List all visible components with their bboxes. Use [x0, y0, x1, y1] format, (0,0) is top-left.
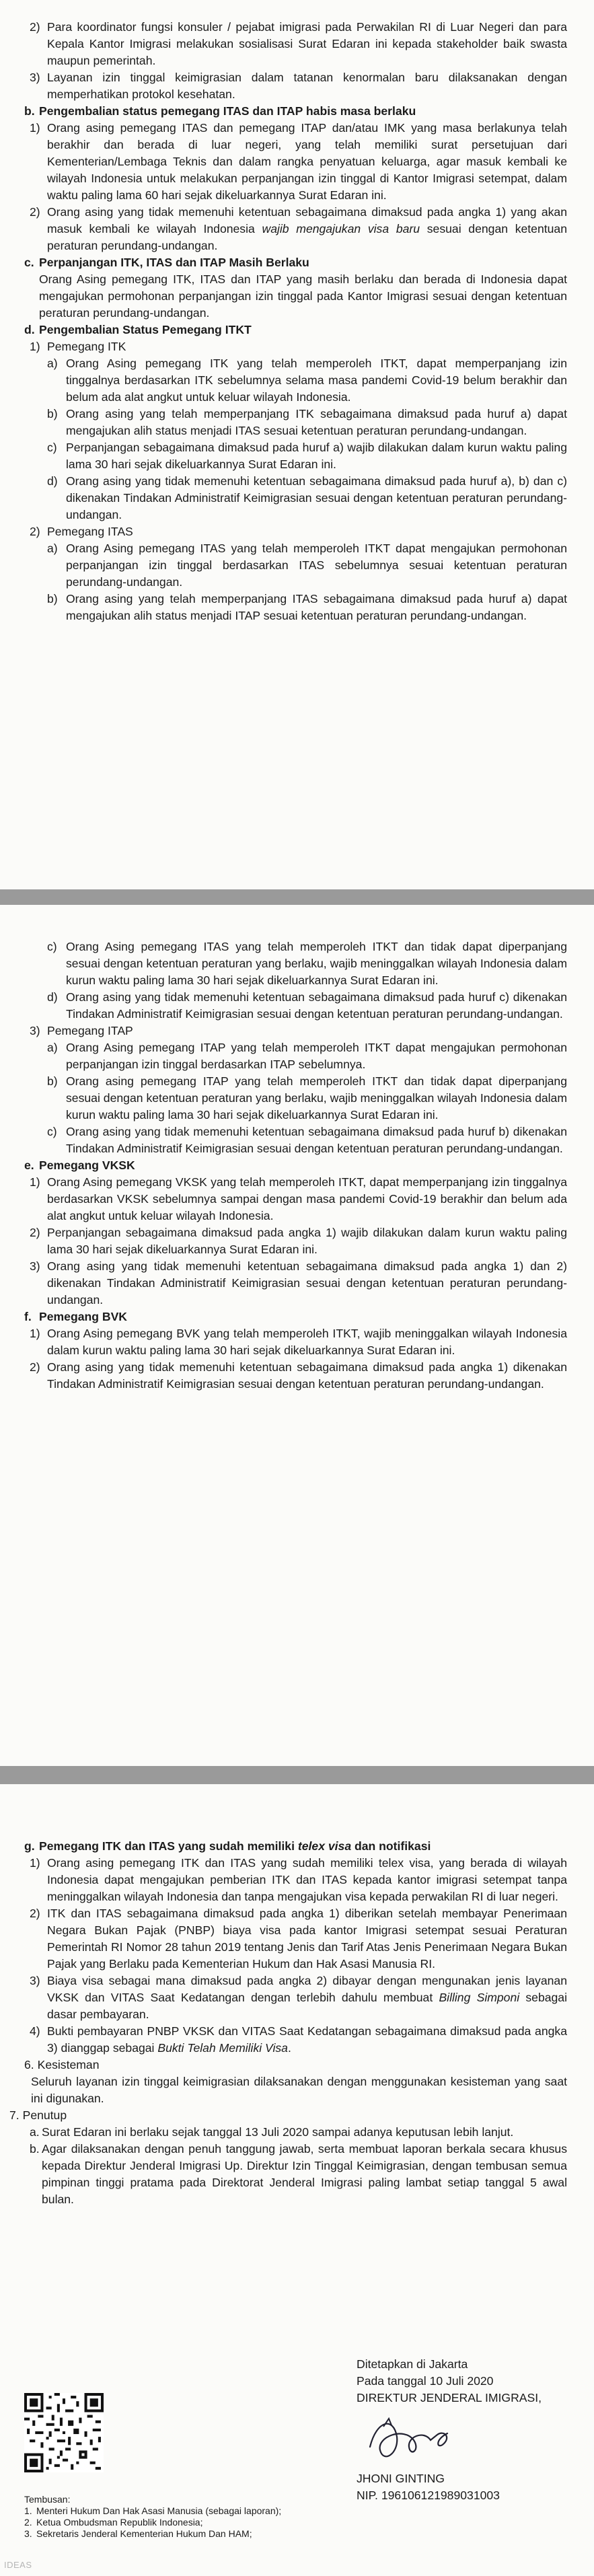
list-item: 2) Orang asing yang tidak memenuhi ketentuan sebagaimana dimaksud pada angka 1) dikenakan Tindakan Administratif Keimigrasian sesuai dengan ketentuan peraturan perundang-undangan. [30, 1360, 567, 1391]
section-heading-b: b. Pengembalian status pemegang ITAS dan ITAP habis masa berlaku [24, 104, 416, 118]
qr-code [24, 2393, 104, 2472]
list-item: a) Orang Asing pemegang ITAP yang telah memperoleh ITKT dapat mengajukan permohonan perpanjangan izin tinggal berdasarkan ITAP sebelumnya. [47, 1041, 567, 1071]
section-heading-c: c. Perpanjangan ITK, ITAS dan ITAP Masih Berlaku [24, 256, 309, 269]
list-item: 3) Orang asing yang tidak memenuhi ketentuan sebagaimana dimaksud pada angka 1) dan 2) dikenakan Tindakan Administratif Keimigrasian sesuai dengan ketentuan peraturan perundang-undangan. [30, 1259, 567, 1307]
list-item: d) Orang asing yang tidak memenuhi ketentuan sebagaimana dimaksud pada huruf c) dikenakan Tindakan Administratif Keimigrasian sesuai dengan ketentuan peraturan perundang-undangan. [47, 990, 567, 1021]
document-page-3 [0, 1784, 594, 2576]
section-heading-g: g. Pemegang ITK dan ITAS yang sudah memiliki telex visa dan notifikasi [24, 1839, 431, 1853]
paragraph: Seluruh layanan izin tinggal keimigrasian dilaksanakan dengan menggunakan kesisteman yang saat ini digunakan. [31, 2075, 567, 2105]
section-heading-d: d. Pengembalian Status Pemegang ITKT [24, 323, 252, 336]
list-item: b) Orang asing yang telah memperpanjang ITAS sebagaimana dimaksud pada huruf a) dapat mengajukan alih status menjadi ITAP sesuai ketentuan peraturan perundang-undangan. [47, 592, 567, 622]
subsection-heading: 2) Pemegang ITAS [30, 525, 133, 538]
section-heading-e: e. Pemegang VKSK [24, 1158, 135, 1172]
list-item: 1. Menteri Hukum Dan Hak Asasi Manusia (sebagai laporan); [24, 2505, 282, 2516]
section-heading-6: 6. Kesisteman [24, 2058, 100, 2071]
list-item: a. Surat Edaran ini berlaku sejak tanggal 13 Juli 2020 sampai adanya keputusan lebih lanjut. [30, 2125, 514, 2139]
subsection-heading: 1) Pemegang ITK [30, 340, 126, 353]
list-item: c) Perpanjangan sebagaimana dimaksud pada huruf a) wajib dilakukan dalam kurun waktu paling lama 30 hari sejak dikeluarkannya Surat Edaran ini. [47, 441, 567, 471]
list-item: 1) Orang asing pemegang ITAS dan pemegang ITAP dan/atau IMK yang masa berlakunya telah berakhir dan berada di luar negeri, yang telah memiliki surat persetujuan dari Kementerian/Lembaga Teknis dan dalam rangka penyatuan keluarga, agar masuk kembali ke wilayah Indonesia untuk melakukan perpanjangan izin tinggal di Kantor Imigrasi setempat, dalam waktu paling lama 60 hari sejak dikeluarkannya Surat Edaran ini. [30, 121, 567, 202]
list-item: 2. Ketua Ombudsman Republik Indonesia; [24, 2517, 203, 2528]
list-item: 4) Bukti pembayaran PNBP VKSK dan VITAS Saat Kedatangan sebagaimana dimaksud pada angka 3) dianggap sebagai Bukti Telah Memiliki Visa. [30, 2024, 567, 2055]
list-item: 3) Biaya visa sebagai mana dimaksud pada angka 2) dibayar dengan mengunakan jenis layanan VKSK dan VITAS Saat Kedatangan dengan terlebih dahulu membuat Billing Simponi sebagai dasar pembayaran. [30, 1974, 567, 2021]
list-item: 2) Orang asing yang tidak memenuhi ketentuan sebagaimana dimaksud pada angka 1) yang akan masuk kembali ke wilayah Indonesia wajib mengajukan visa baru sesuai dengan ketentuan peraturan perundang-undangan. [30, 205, 567, 252]
subsection-heading: 3) Pemegang ITAP [30, 1024, 133, 1037]
section-heading-7: 7. Penutup [9, 2108, 67, 2122]
list-item: 2) Perpanjangan sebagaimana dimaksud pada angka 1) wajib dilakukan dalam kurun waktu paling lama 30 hari sejak dikeluarkannya Surat Edaran ini. [30, 1226, 567, 1256]
list-item: 2) ITK dan ITAS sebagaimana dimaksud pada angka 1) diberikan setelah membayar Penerimaan Negara Bukan Pajak (PNBP) biaya visa pada kantor Imigrasi setempat sesuai Peraturan Pemerintah RI Nomor 28 tahun 2019 tentang Jenis dan Tarif Atas Jenis Penerimaan Negara Bukan Pajak yang Berlaku pada Kementerian Hukum dan Hak Asasi Manusia RI. [30, 1907, 567, 1971]
list-item: 3) Layanan izin tinggal keimigrasian dalam tatanan kenormalan baru dilaksanakan dengan memperhatikan protokol kesehatan. [30, 71, 567, 101]
list-item: b. Agar dilaksanakan dengan penuh tanggung jawab, serta membuat laporan berkala secara khusus kepada Direktur Jenderal Imigrasi Up. Direktur Izin Tinggal Keimigrasian, dengan tembusan semua pimpinan tinggi pratama pada Direktorat Jenderal Imigrasi paling lambat setiap tanggal 5 awal bulan. [30, 2142, 567, 2206]
watermark: IDEAS [4, 2560, 32, 2570]
list-item: 3. Sekretaris Jenderal Kementerian Hukum Dan HAM; [24, 2528, 252, 2539]
signature-block: Ditetapkan di Jakarta Pada tanggal 10 Juli 2020 DIREKTUR JENDERAL IMIGRASI, JHONI GINTING NIP. 196106121989031003 [357, 2356, 579, 2504]
list-item: d) Orang asing yang tidak memenuhi ketentuan sebagaimana dimaksud pada huruf a), b) dan c) dikenakan Tindakan Administratif Keimigrasian sesuai dengan ketentuan peraturan perundang-undangan. [47, 474, 567, 521]
list-item: c) Orang asing yang tidak memenuhi ketentuan sebagaimana dimaksud pada huruf b) dikenakan Tindakan Administratif Keimigrasian sesuai dengan ketentuan peraturan perundang-undangan. [47, 1125, 567, 1155]
signature-image [357, 2406, 579, 2470]
paragraph: Orang Asing pemegang ITK, ITAS dan ITAP yang masih berlaku dan berada di Indonesia dapat mengajukan permohonan perpanjangan izin tinggal pada Kantor Imigrasi sesuai dengan ketentuan peraturan perundang-undangan. [39, 272, 567, 320]
list-item: 1) Orang Asing pemegang BVK yang telah memperoleh ITKT, wajib meninggalkan wilayah Indonesia dalam kurun waktu paling lama 30 hari sejak dikeluarkannya Surat Edaran ini. [30, 1327, 567, 1357]
list-item: 1) Orang asing pemegang ITK dan ITAS yang sudah memiliki telex visa, yang berada di wilayah Indonesia dapat mengajukan pemberian ITK dan ITAS kepada kantor imigrasi setempat tanpa meninggalkan wilayah Indonesia dan tanpa mengajukan visa kepada perwakilan RI di luar negeri. [30, 1856, 567, 1903]
document-page-2 [0, 905, 594, 1766]
list-item: 1) Orang Asing pemegang VKSK yang telah memperoleh ITKT, dapat memperpanjang izin tinggalnya berdasarkan VKSK sebelumnya sampai dengan masa pandemi Covid-19 berakhir dan belum ada alat angkut untuk keluar wilayah Indonesia. [30, 1175, 567, 1222]
list-item: b) Orang asing pemegang ITAP yang telah memperoleh ITKT dan tidak dapat diperpanjang sesuai dengan ketentuan peraturan yang berlaku, wajib meninggalkan wilayah Indonesia dalam kurun waktu paling lama 30 hari sejak dikeluarkannya Surat Edaran ini. [47, 1074, 567, 1121]
document-page-1 [0, 0, 594, 889]
handwritten-signature [357, 2406, 478, 2470]
section-heading-f: f. Pemegang BVK [24, 1310, 128, 1323]
list-item: a) Orang Asing pemegang ITK yang telah memperoleh ITKT, dapat memperpanjang izin tinggalnya berdasarkan ITK sebelumnya selama masa pandemi Covid-19 belum berakhir dan belum ada alat angkut untuk keluar wilayah Indonesia. [47, 357, 567, 404]
list-item: 2) Para koordinator fungsi konsuler / pejabat imigrasi pada Perwakilan RI di Luar Negeri dan para Kepala Kantor Imigrasi melakukan sosialisasi Surat Edaran ini kepada stakeholder baik swasta maupun pemerintah. [30, 20, 567, 67]
qr-code-icon [24, 2393, 104, 2472]
list-item: c) Orang Asing pemegang ITAS yang telah memperoleh ITKT dan tidak dapat diperpanjang sesuai dengan ketentuan peraturan yang berlaku, wajib meninggalkan wilayah Indonesia dalam kurun waktu paling lama 30 hari sejak dikeluarkannya Surat Edaran ini. [47, 940, 567, 987]
list-item: b) Orang asing yang telah memperpanjang ITK sebagaimana dimaksud pada huruf a) dapat mengajukan alih status menjadi ITAS sesuai ketentuan peraturan perundang-undangan. [47, 407, 567, 437]
list-item: a) Orang Asing pemegang ITAS yang telah memperoleh ITKT dapat mengajukan permohonan perpanjangan izin tinggal berdasarkan ITAS sebelumnya sesuai ketentuan peraturan perundang-undangan. [47, 542, 567, 589]
tembusan-list: Tembusan: 1. Menteri Hukum Dan Hak Asasi Manusia (sebagai laporan); 2. Ketua Ombudsman Republik Indonesia; 3. Sekretaris Jenderal Kementerian Hukum Dan HAM; [24, 2494, 428, 2540]
